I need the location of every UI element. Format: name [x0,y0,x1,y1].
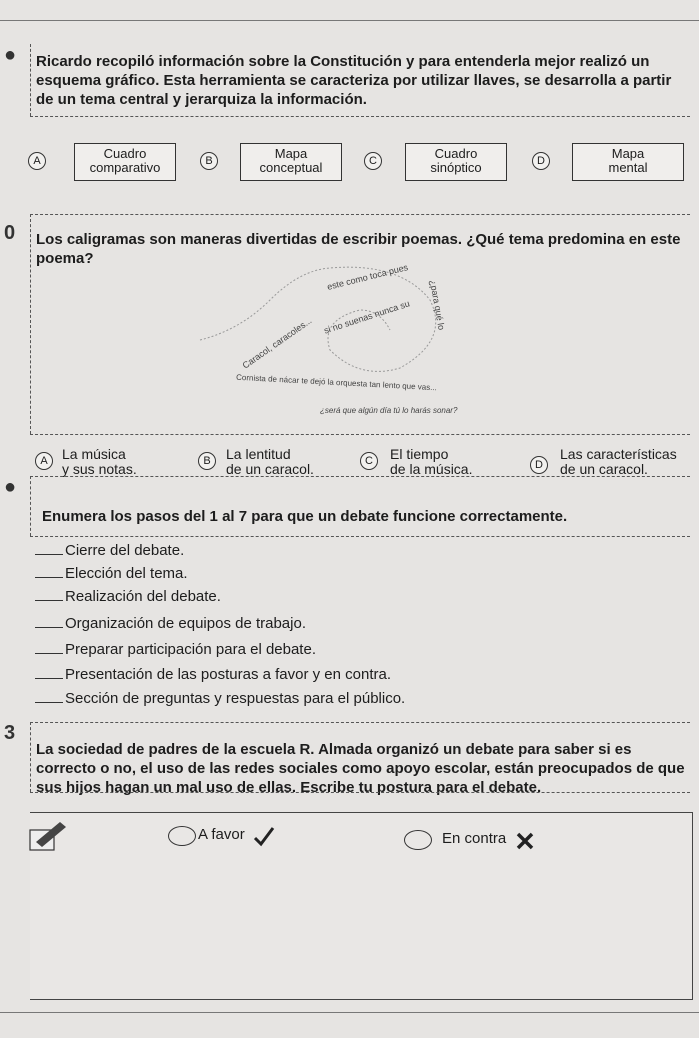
q2-option-a[interactable]: La música y sus notas. [62,446,137,477]
step-3-blank[interactable] [35,586,63,601]
q1-option-d[interactable]: Mapa mental [572,143,684,181]
q1-option-c-letter[interactable]: C [364,152,382,170]
q3-marker: ● [4,476,17,498]
step-1-blank[interactable] [35,540,63,555]
q4-text: La sociedad de padres de la escuela R. Almada organizó un debate para saber si es correcto o no, el uso de las redes sociales como apoyo escolar, están preocupados de que sus hijos hagan un mal uso de ellas. Escribe tu postura para el debate. [36,741,685,796]
poem-fragment-5: Cornista de nácar te dejó la orquesta tan lento que vas... [235,372,438,393]
q1-marker: ● [4,44,17,66]
q2-option-d-letter[interactable]: D [530,456,548,474]
q2-option-b-letter[interactable]: B [198,452,216,470]
step-6-blank[interactable] [35,664,63,679]
checkmark-icon [252,826,276,848]
step-4: Organización de equipos de trabajo. [35,613,306,632]
step-2-blank[interactable] [35,563,63,578]
q3-text: Enumera los pasos del 1 al 7 para que un debate funcione correctamente. [42,508,568,525]
q4-number: 3 [4,722,16,744]
q1-option-b-letter[interactable]: B [200,152,218,170]
q2-option-a-letter[interactable]: A [35,452,53,470]
contra-label: En contra [442,830,507,847]
contra-radio[interactable] [404,830,432,850]
favor-label: A favor [198,826,245,843]
step-1: Cierre del debate. [35,540,184,559]
q2-number: 0 [4,222,16,244]
q2-option-d[interactable]: Las características de un caracol. [560,446,677,477]
step-6: Presentación de las posturas a favor y en contra. [35,664,391,683]
poem-fragment-6: ¿será que algún día tú lo harás sonar? [320,406,458,415]
q1-option-c[interactable]: Cuadro sinóptico [405,143,507,181]
step-3: Realización del debate. [35,586,221,605]
q1-text: Ricardo recopiló información sobre la Constitución y para entenderla mejor realizó un esquema gráfico. Esta herramienta se caracteriza por utilizar llaves, se desarrolla a partir de un tema central y jerarquiza la información. [36,53,672,108]
q1-option-a[interactable]: Cuadro comparativo [74,143,176,181]
poem-fragment-3: si no suenas nunca su [322,298,411,336]
q2-text: Los caligramas son maneras divertidas de escribir poemas. ¿Qué tema predomina en este poema? [36,231,681,267]
poem-fragment-4: Caracol, caracoles... [240,315,314,371]
step-5-blank[interactable] [35,639,63,654]
q2-option-b[interactable]: La lentitud de un caracol. [226,446,314,477]
q2-option-c-letter[interactable]: C [360,452,378,470]
cross-icon [516,832,534,850]
q1-option-a-letter[interactable]: A [28,152,46,170]
poem-fragment-1: este como toca pues [326,262,410,292]
step-7: Sección de preguntas y respuestas para el público. [35,688,405,707]
poem-fragment-2: ¿para qué lo [427,279,447,331]
step-2: Elección del tema. [35,563,188,582]
q1-option-d-letter[interactable]: D [532,152,550,170]
q1-option-b[interactable]: Mapa conceptual [240,143,342,181]
favor-radio[interactable] [168,826,196,846]
answer-box[interactable] [30,812,693,1000]
q2-option-c[interactable]: El tiempo de la música. [390,446,473,477]
pencil-icon [26,818,70,852]
step-4-blank[interactable] [35,613,63,628]
step-5: Preparar participación para el debate. [35,639,316,658]
step-7-blank[interactable] [35,688,63,703]
